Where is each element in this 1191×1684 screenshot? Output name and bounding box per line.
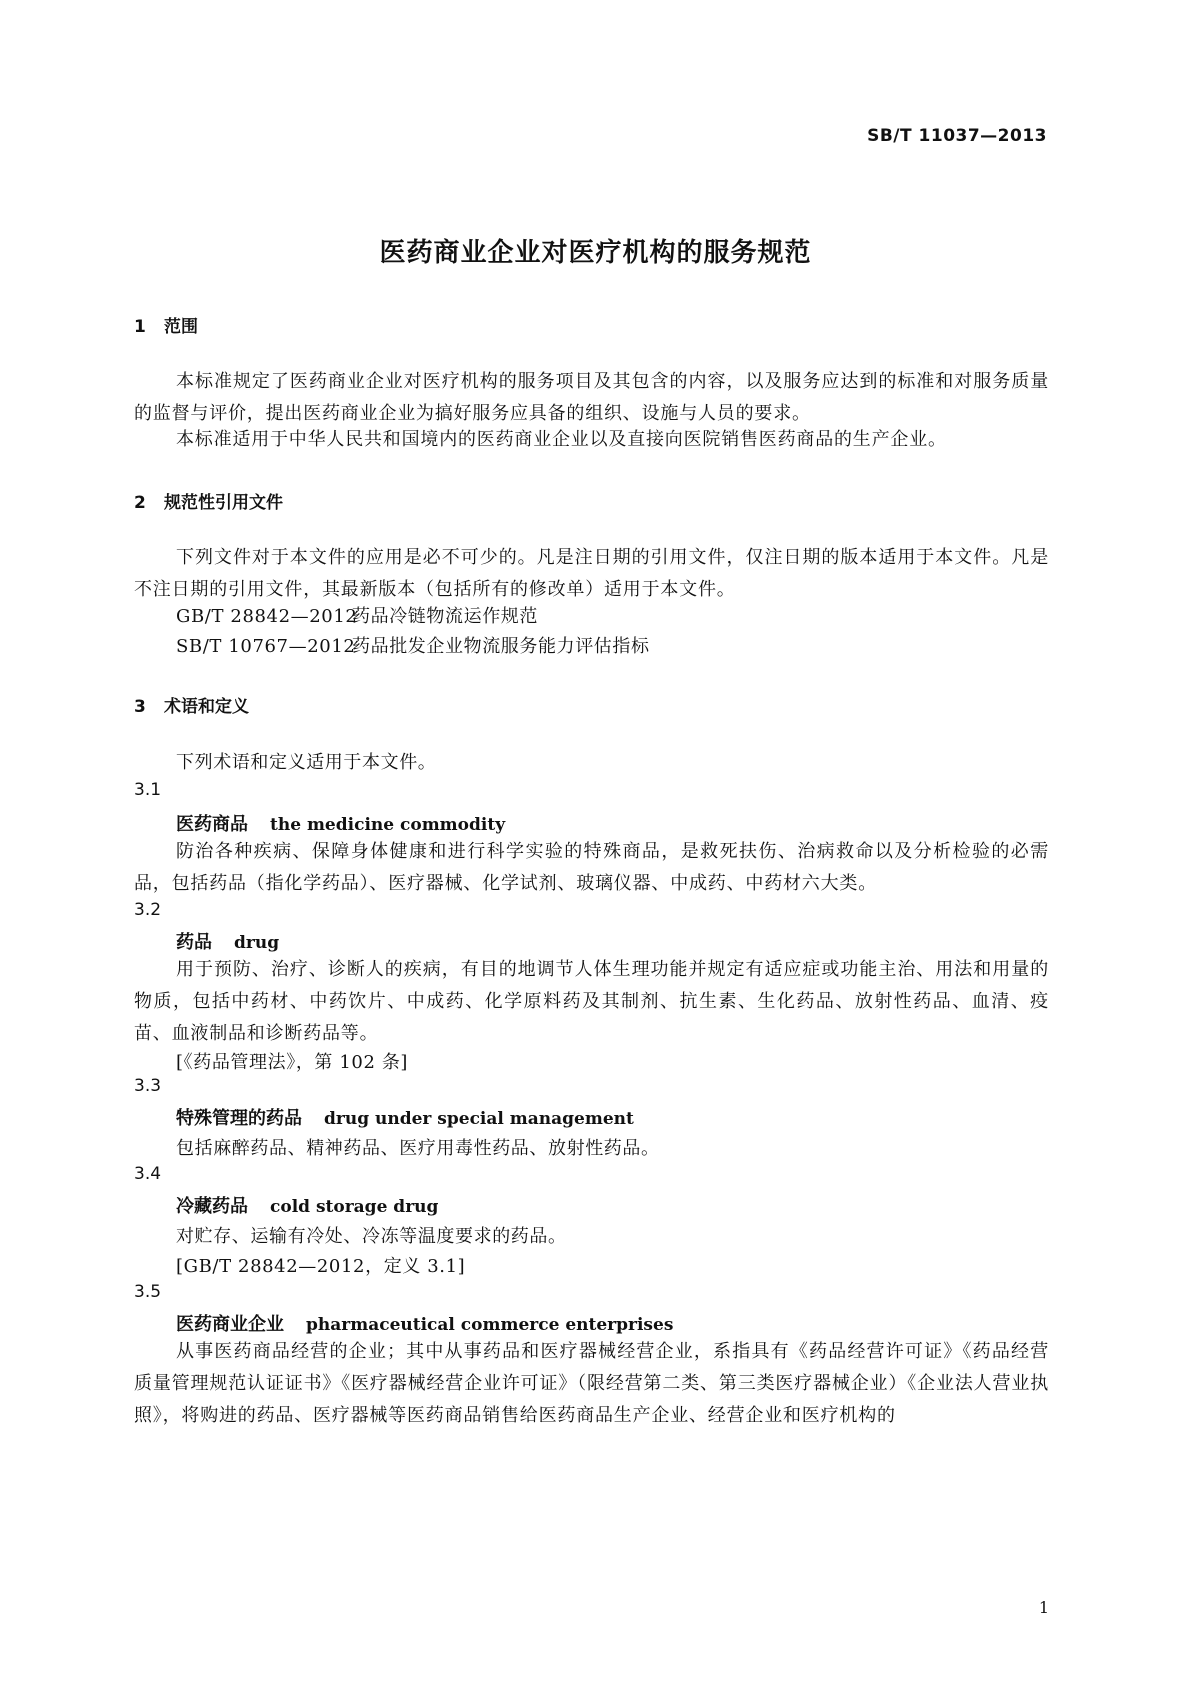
- reference-item: [176, 632, 650, 658]
- term-en: pharmaceutical commerce enterprises: [306, 1315, 674, 1335]
- paragraph: 本标准适用于中华人民共和国境内的医药商业企业以及直接向医院销售医药商品的生产企业。: [176, 429, 947, 450]
- section-number: 1: [134, 317, 146, 337]
- standard-code: SB/T 11037—2013: [867, 126, 1047, 146]
- term-zh: 医药商品: [176, 814, 248, 835]
- term-heading: [176, 1104, 634, 1130]
- paragraph: 下列文件对于本文件的应用是必不可少的。凡是注日期的引用文件，仅注日期的版本适用于本文件。凡是不注日期的引用文件，其最新版本（包括所有的修改单）适用于本文件。: [134, 547, 1049, 600]
- term-number: 3.4: [134, 1164, 162, 1184]
- section-title: 术语和定义: [164, 697, 249, 717]
- term-definition: 包括麻醉药品、精神药品、医疗用毒性药品、放射性药品。: [176, 1138, 660, 1159]
- term-source: [《药品管理法》，第 102 条]: [176, 1052, 409, 1073]
- term-number: 3.2: [134, 900, 162, 920]
- term-definition: 从事医药商品经营的企业；其中从事药品和医疗器械经营企业，系指具有《药品经营许可证》《药品经营质量管理规范认证证书》《医疗器械经营企业许可证》（限经营第二类、第三类医疗器械企业）《企业法人营业执照》，将购进的药品、医疗器械等医药商品销售给医药商品生产企业、经营企业和医疗机构的: [134, 1341, 1049, 1426]
- section-number: 3: [134, 697, 146, 717]
- term-source: [GB/T 28842—2012，定义 3.1]: [176, 1256, 466, 1277]
- term-definition: 对贮存、运输有冷处、冷冻等温度要求的药品。: [176, 1226, 567, 1247]
- section-title: 规范性引用文件: [164, 493, 283, 513]
- document-title: 医药商业企业对医疗机构的服务规范: [379, 238, 812, 268]
- term-heading: [176, 1310, 673, 1336]
- reference-code: SB/T 10767—2012: [176, 636, 356, 657]
- reference-title: 药品冷链物流运作规范: [352, 606, 538, 627]
- section-3-heading: [134, 692, 249, 717]
- term-zh: 特殊管理的药品: [176, 1108, 302, 1129]
- section-number: 2: [134, 493, 146, 513]
- term-definition: 防治各种疾病、保障身体健康和进行科学实验的特殊商品，是救死扶伤、治病救命以及分析检验的必需品，包括药品（指化学药品）、医疗器械、化学试剂、玻璃仪器、中成药、中药材六大类。: [134, 841, 1049, 894]
- term-heading: [176, 810, 505, 836]
- term-definition: 用于预防、治疗、诊断人的疾病，有目的地调节人体生理功能并规定有适应症或功能主治、用法和用量的物质，包括中药材、中药饮片、中成药、化学原料药及其制剂、抗生素、生化药品、放射性药品、血清、疫苗、血液制品和诊断药品等。: [134, 959, 1049, 1044]
- section-1-heading: [134, 312, 198, 337]
- term-en: cold storage drug: [270, 1197, 439, 1217]
- term-number: 3.3: [134, 1076, 162, 1096]
- term-zh: 医药商业企业: [176, 1314, 284, 1335]
- term-heading: [176, 928, 279, 954]
- term-zh: 药品: [176, 932, 212, 953]
- term-en: drug under special management: [324, 1109, 634, 1129]
- term-en: drug: [234, 933, 280, 953]
- paragraph: 本标准规定了医药商业企业对医疗机构的服务项目及其包含的内容，以及服务应达到的标准和对服务质量的监督与评价，提出医药商业企业为搞好服务应具备的组织、设施与人员的要求。: [134, 371, 1049, 424]
- section-title: 范围: [164, 317, 198, 337]
- term-en: the medicine commodity: [270, 815, 506, 835]
- term-heading: [176, 1192, 438, 1218]
- terms-intro: 下列术语和定义适用于本文件。: [176, 752, 437, 773]
- reference-item: [176, 602, 538, 628]
- term-number: 3.1: [134, 780, 162, 800]
- reference-code: GB/T 28842—2012: [176, 606, 358, 627]
- term-number: 3.5: [134, 1282, 162, 1302]
- term-zh: 冷藏药品: [176, 1196, 248, 1217]
- section-2-heading: [134, 488, 283, 513]
- page-number: 1: [1038, 1598, 1049, 1617]
- reference-title: 药品批发企业物流服务能力评估指标: [352, 636, 650, 657]
